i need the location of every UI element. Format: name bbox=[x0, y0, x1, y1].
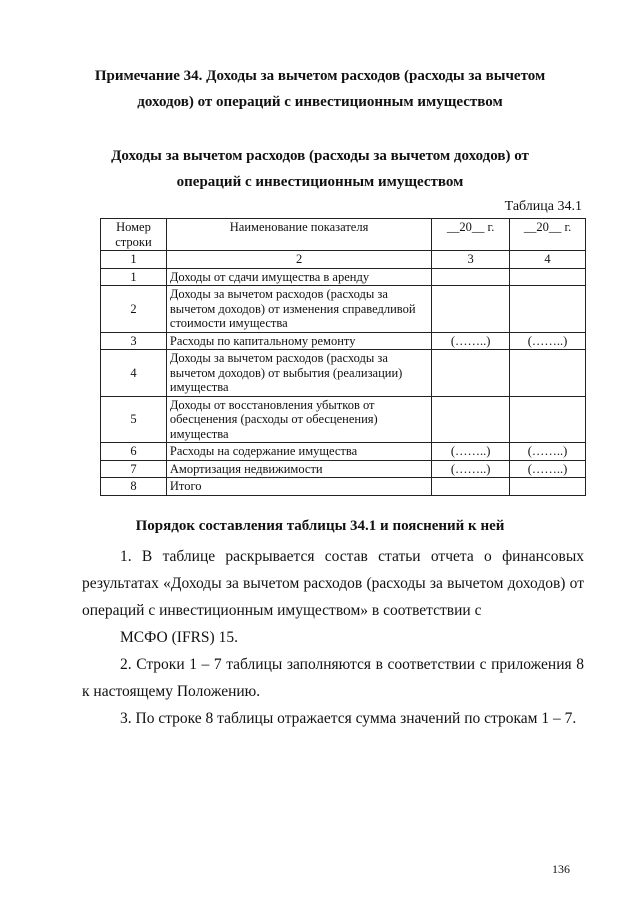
table-title-line1: Доходы за вычетом расходов (расходы за вычетом доходов) от bbox=[111, 148, 529, 164]
indicator-name: Расходы на содержание имущества bbox=[166, 443, 431, 461]
header-indicator-name: Наименование показателя bbox=[166, 219, 431, 251]
table-row bbox=[101, 443, 586, 461]
value-year-2: (……..) bbox=[510, 460, 586, 478]
header-year-1: __20__ г. bbox=[432, 219, 510, 251]
income-table bbox=[100, 218, 586, 496]
value-year-1 bbox=[432, 350, 510, 397]
note-heading-line2: доходов) от операций с инвестиционным имуществом bbox=[137, 94, 503, 110]
value-year-2 bbox=[510, 478, 586, 496]
value-year-1 bbox=[432, 268, 510, 286]
value-year-2 bbox=[510, 286, 586, 333]
value-year-2: (……..) bbox=[510, 443, 586, 461]
value-year-1 bbox=[432, 286, 510, 333]
paragraph-2: 2. Строки 1 – 7 таблицы заполняются в соответствии с приложения 8 к настоящему Положению. bbox=[82, 656, 584, 700]
header-year-2: __20__ г. bbox=[510, 219, 586, 251]
indicator-name: Расходы по капитальному ремонту bbox=[166, 332, 431, 350]
row-number: 1 bbox=[101, 268, 167, 286]
table-row bbox=[101, 332, 586, 350]
indicator-name: Итого bbox=[166, 478, 431, 496]
header-row-number: Номер строки bbox=[101, 219, 167, 251]
paragraph-1-end: МСФО (IFRS) 15. bbox=[120, 629, 238, 646]
page-number: 136 bbox=[552, 862, 570, 876]
value-year-1: (……..) bbox=[432, 332, 510, 350]
value-year-1: (……..) bbox=[432, 443, 510, 461]
table-row bbox=[101, 350, 586, 397]
row-number: 2 bbox=[101, 286, 167, 333]
section-heading: Порядок составления таблицы 34.1 и пояснений к ней bbox=[135, 518, 505, 534]
column-number: 3 bbox=[432, 251, 510, 269]
column-number: 2 bbox=[166, 251, 431, 269]
table-row bbox=[101, 460, 586, 478]
paragraph-1 bbox=[82, 543, 584, 651]
paragraph-3: 3. По строке 8 таблицы отражается сумма значений по строкам 1 – 7. bbox=[120, 710, 577, 727]
column-number: 4 bbox=[510, 251, 586, 269]
paragraph-1-text: 1. В таблице раскрывается состав статьи отчета о финансовых результатах «Доходы за вычетом расходов (расходы за вычетом доходов) от операций с инвестиционным имуществом» в соответствии с bbox=[82, 548, 584, 619]
value-year-1 bbox=[432, 478, 510, 496]
row-number: 6 bbox=[101, 443, 167, 461]
table-row bbox=[101, 396, 586, 443]
table-header-row bbox=[101, 219, 586, 251]
indicator-name: Доходы от восстановления убытков от обесценения (расходы от обесценения) имущества bbox=[166, 396, 431, 443]
value-year-2 bbox=[510, 268, 586, 286]
value-year-1: (……..) bbox=[432, 460, 510, 478]
value-year-2 bbox=[510, 396, 586, 443]
table-title-line2: операций с инвестиционным имуществом bbox=[176, 174, 464, 190]
table-row bbox=[101, 268, 586, 286]
row-number: 8 bbox=[101, 478, 167, 496]
row-number: 7 bbox=[101, 460, 167, 478]
indicator-name: Амортизация недвижимости bbox=[166, 460, 431, 478]
column-number: 1 bbox=[101, 251, 167, 269]
indicator-name: Доходы за вычетом расходов (расходы за вычетом доходов) от изменения справедливой стоимости имущества bbox=[166, 286, 431, 333]
row-number: 5 bbox=[101, 396, 167, 443]
indicator-name: Доходы от сдачи имущества в аренду bbox=[166, 268, 431, 286]
indicator-name: Доходы за вычетом расходов (расходы за вычетом доходов) от выбытия (реализации) имущества bbox=[166, 350, 431, 397]
row-number: 3 bbox=[101, 332, 167, 350]
value-year-2: (……..) bbox=[510, 332, 586, 350]
value-year-2 bbox=[510, 350, 586, 397]
table-row bbox=[101, 478, 586, 496]
table-label: Таблица 34.1 bbox=[504, 199, 582, 214]
table-row bbox=[101, 286, 586, 333]
note-heading-line1: Примечание 34. Доходы за вычетом расходов (расходы за вычетом bbox=[94, 68, 546, 84]
value-year-1 bbox=[432, 396, 510, 443]
row-number: 4 bbox=[101, 350, 167, 397]
column-numbering-row bbox=[101, 251, 586, 269]
